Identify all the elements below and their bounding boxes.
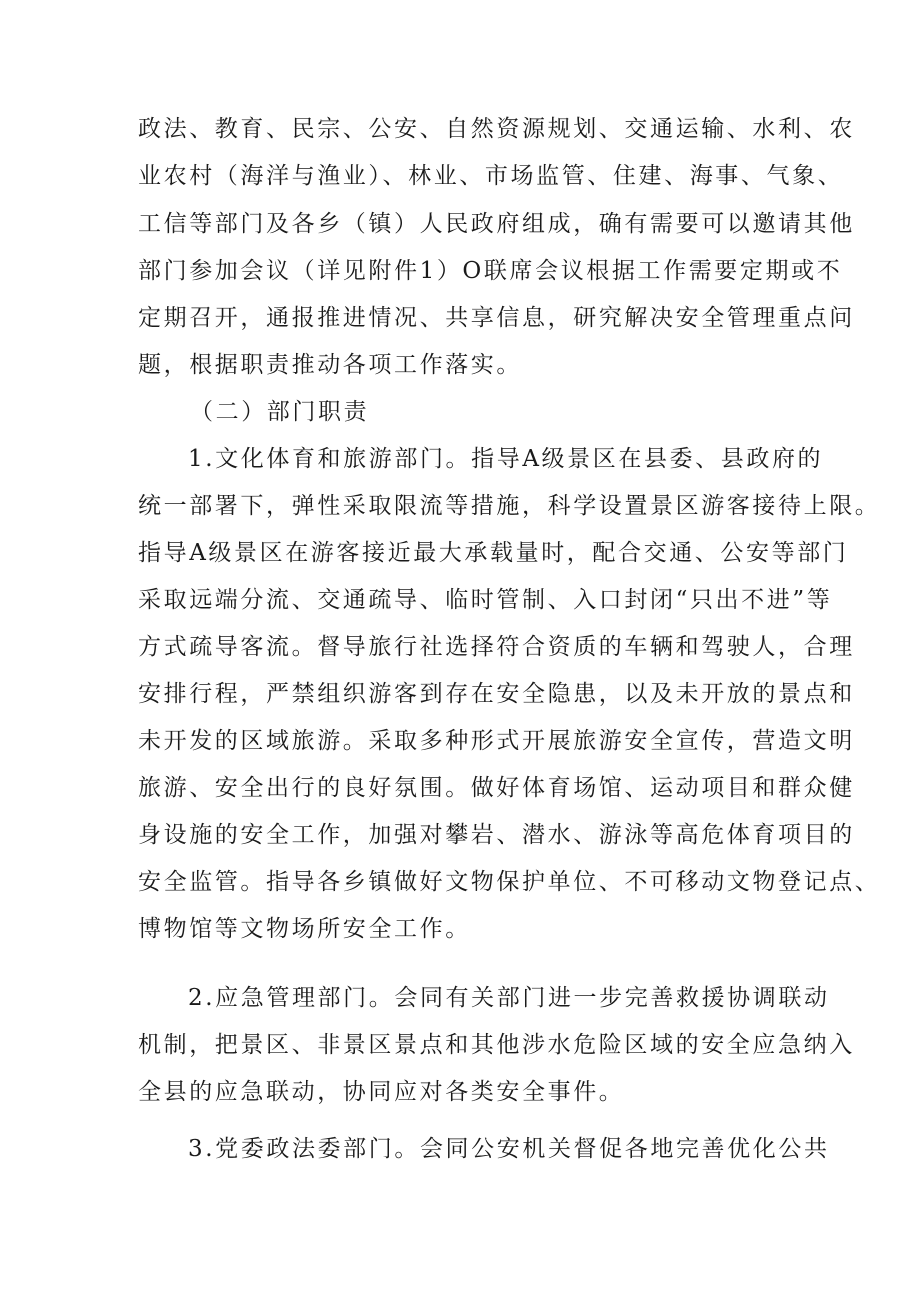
text-line-10: 指导A级景区在游客接近最大承载量时，配合交通、公安等部门 — [138, 540, 849, 566]
text-line-20: 机制，把景区、非景区景点和其他涉水危险区域的安全应急纳入 — [138, 1032, 855, 1058]
text-line-12: 方式疏导客流。督导旅行社选择符合资质的车辆和驾驶人，合理 — [138, 634, 855, 660]
text-line-9: 统一部署下，弹性采取限流等措施，科学设置景区游客接待上限。 — [138, 493, 881, 519]
text-line-21: 全县的应急联动，协同应对各类安全事件。 — [138, 1079, 625, 1105]
text-line-15: 旅游、安全出行的良好氛围。做好体育场馆、运动项目和群众健 — [138, 775, 855, 801]
text-line-2: 业农村（海洋与渔业）、林业、市场监管、住建、海事、气象、 — [138, 163, 844, 189]
text-line-16: 身设施的安全工作，加强对攀岩、潜水、游泳等高危体育项目的 — [138, 822, 855, 848]
text-line-6: 题，根据职责推动各项工作落实。 — [138, 352, 522, 378]
text-line-14: 未开发的区域旅游。采取多种形式开展旅游安全宣传，营造文明 — [138, 728, 855, 754]
text-line-8: 1.文化体育和旅游部门。指导A级景区在县委、县政府的 — [188, 446, 824, 472]
text-line-1: 政法、教育、民宗、公安、自然资源规划、交通运输、水利、农 — [138, 116, 855, 142]
text-line-22: 3.党委政法委部门。会同公安机关督促各地完善优化公共 — [188, 1136, 830, 1162]
text-line-19: 2.应急管理部门。会同有关部门进一步完善救援协调联动 — [188, 985, 830, 1011]
section-heading: （二）部门职责 — [190, 399, 370, 425]
text-line-4: 部门参加会议（详见附件1）O联席会议根据工作需要定期或不 — [138, 258, 843, 284]
text-line-13: 安排行程，严禁组织游客到存在安全隐患，以及未开放的景点和 — [138, 681, 855, 707]
text-line-3: 工信等部门及各乡（镇）人民政府组成，确有需要可以邀请其他 — [138, 211, 855, 237]
text-line-5: 定期召开，通报推进情况、共享信息，研究解决安全管理重点问 — [138, 305, 855, 331]
text-line-17: 安全监管。指导各乡镇做好文物保护单位、不可移动文物登记点、 — [138, 869, 881, 895]
text-line-18: 博物馆等文物场所安全工作。 — [138, 916, 471, 942]
text-line-11: 采取远端分流、交通疏导、临时管制、入口封闭“只出不进”等 — [138, 587, 833, 613]
